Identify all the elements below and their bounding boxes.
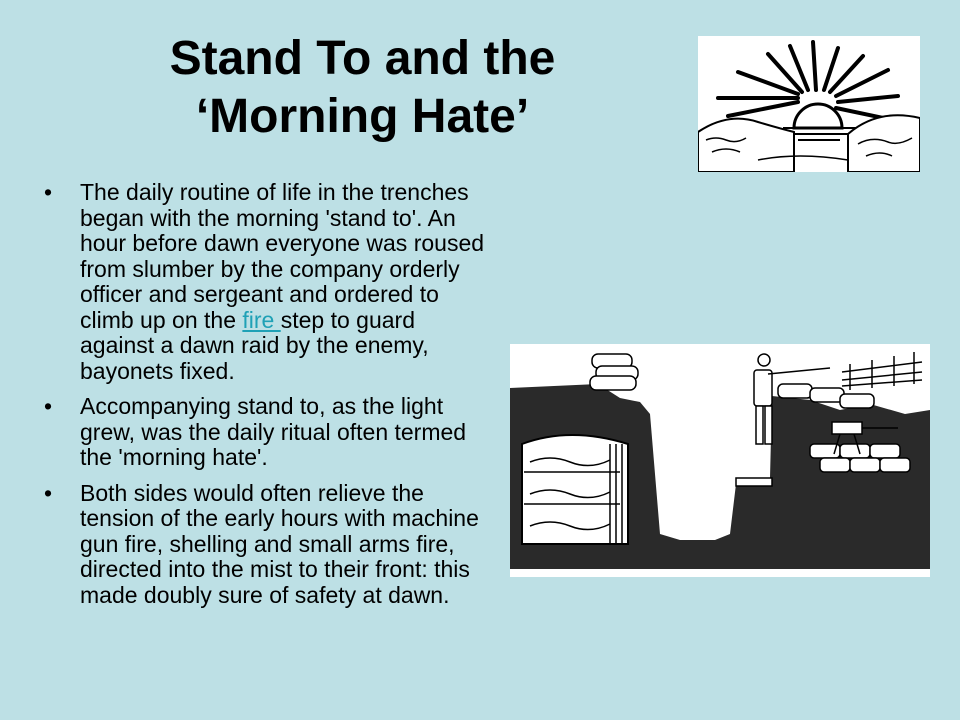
bullet-item-3 [40,481,490,609]
title-line-1: Stand To and the [169,32,556,85]
bullet-1-text: The daily routine of life in the trenches began with the morning 'stand to'. An hour before dawn everyone was roused from slumber by the company orderly officer and sergeant and ordered to climb up on the [80,179,485,333]
bullet-marker: • [44,479,53,506]
title-line-2: ‘Morning Hate’ [195,90,530,143]
bullet-item-1 [40,180,490,384]
fire-step-link[interactable]: fire [242,306,281,333]
bullet-item-2 [40,394,490,471]
sunrise-illustration [698,36,920,172]
bullet-3-text: Both sides would often relieve the tension of the early hours with machine gun fire, shelling and small arms fire, directed into the mist to their front: this made doubly sure of safety at dawn. [80,479,479,608]
bullet-1-text-end: step to guard against a dawn raid by the enemy, bayonets fixed. [80,306,429,384]
trench-illustration [510,344,930,577]
sunrise-drawing [698,36,920,172]
bullet-2-text: Accompanying stand to, as the light grew, was the daily ritual often termed the 'morning hate'. [80,393,467,470]
bullet-list [40,180,490,618]
bullet-marker: • [44,179,53,205]
bullet-marker: • [44,393,53,419]
trench-drawing [510,344,930,577]
slide-title [90,30,635,146]
